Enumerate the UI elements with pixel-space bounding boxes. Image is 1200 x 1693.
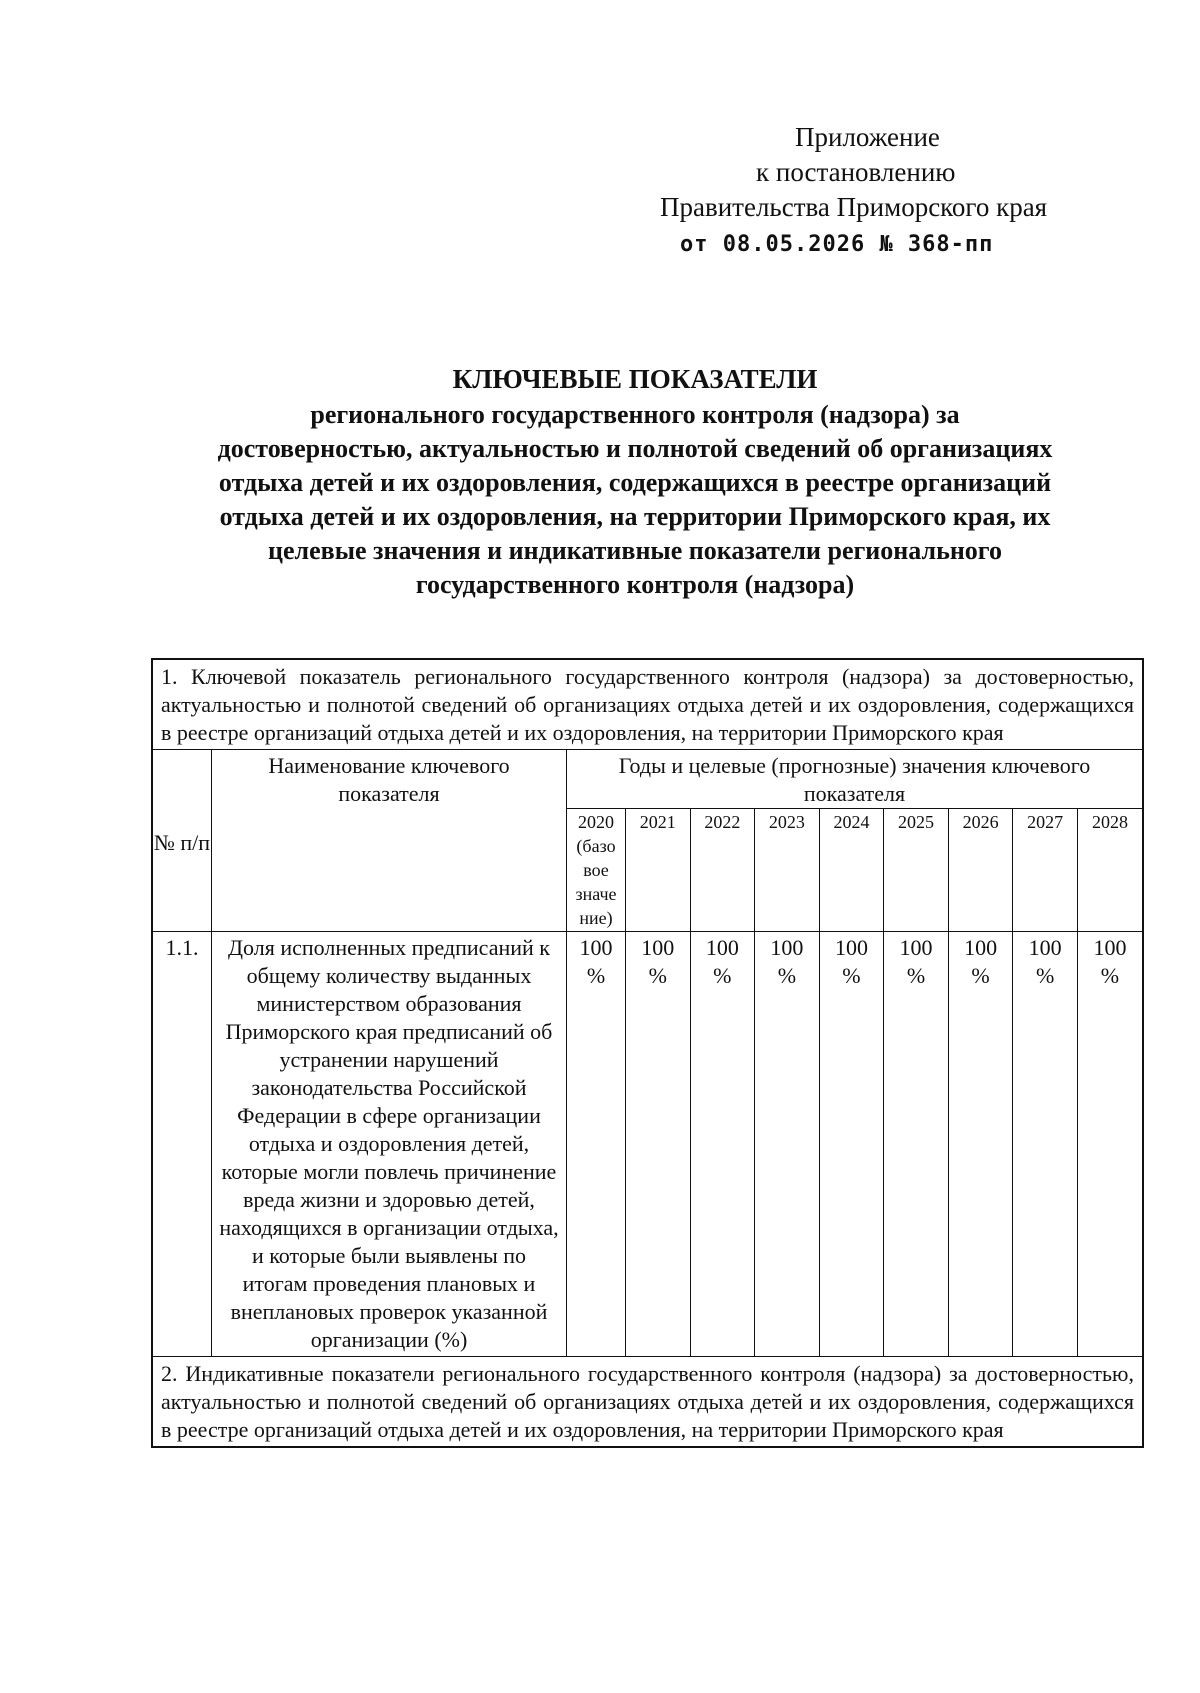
appendix-date-number: от 08.05.2026 № 368-пп xyxy=(680,232,994,257)
value-unit: % xyxy=(1100,963,1120,988)
value-unit: % xyxy=(971,963,990,988)
appendix-label: Приложение xyxy=(795,122,940,152)
value-number: 100 xyxy=(1093,935,1127,960)
year-cell: 2027 xyxy=(1013,809,1078,932)
appendix-block xyxy=(660,120,1130,262)
row-number: 1.1. xyxy=(152,932,212,1357)
section-1-row xyxy=(152,659,1143,750)
value-unit: % xyxy=(648,963,667,988)
column-name-header: Наименование ключевого показателя xyxy=(212,750,567,932)
value-cell xyxy=(755,932,820,1357)
year-cell: 2023 xyxy=(755,809,820,932)
value-cell xyxy=(567,932,626,1357)
indicator-row xyxy=(152,932,1143,1357)
value-number: 100 xyxy=(899,935,933,960)
value-number: 100 xyxy=(964,935,998,960)
column-years-header: Годы и целевые (прогнозные) значения ключевого показателя xyxy=(567,750,1144,809)
value-unit: % xyxy=(906,963,926,988)
value-number: 100 xyxy=(579,935,613,960)
title-line: регионального государственного контроля (надзора) за xyxy=(310,400,960,429)
value-unit: % xyxy=(713,963,732,988)
indicators-table xyxy=(151,658,1144,1448)
title-line: достоверностью, актуальностью и полнотой сведений об организациях xyxy=(217,434,1053,463)
section-2-text: 2. Индикативные показатели регионального государственного контроля (надзора) за достоверностью, актуальностью и полнотой сведений об организациях отдыха детей и их оздоровления, содержащихся в реестре организаций отдыха детей и их оздоровления, на территории Приморского края xyxy=(152,1357,1143,1448)
year-cell: 2021 xyxy=(626,809,691,932)
column-number-header: № п/п xyxy=(152,750,212,932)
value-cell xyxy=(626,932,691,1357)
value-number: 100 xyxy=(1028,935,1062,960)
section-1-text: 1. Ключевой показатель регионального государственного контроля (надзора) за достоверностью, актуальностью и полнотой сведений об организациях отдыха детей и их оздоровления, содержащихся в реестре организаций отдыха детей и их оздоровления, на территории Приморского края xyxy=(152,659,1143,750)
year-cell: 2028 xyxy=(1077,809,1143,932)
value-unit: % xyxy=(842,963,861,988)
value-cell xyxy=(948,932,1013,1357)
section-2-row xyxy=(152,1357,1143,1448)
year-cell: 2025 xyxy=(884,809,949,932)
indicator-name: Доля исполненных предписаний к общему количеству выданных министерством образования Приморского края предписаний об устранении нарушений законодательства Российской Федерации в сфере организации отдыха и оздоровления детей, которые могли повлечь причинение вреда жизни и здоровью детей, находящихся в организации отдыха, и которые были выявлены по итогам проведения плановых и внеплановых проверок указанной организации (%) xyxy=(212,932,567,1357)
title-line: отдыха детей и их оздоровления, на территории Приморского края, их xyxy=(219,502,1051,531)
value-number: 100 xyxy=(705,935,739,960)
value-number: 100 xyxy=(770,935,804,960)
appendix-government: Правительства Приморского края xyxy=(660,192,1048,222)
value-number: 100 xyxy=(834,935,868,960)
appendix-resolution: к постановлению xyxy=(756,157,956,187)
header-row xyxy=(152,750,1143,809)
value-number: 100 xyxy=(641,935,675,960)
value-cell xyxy=(884,932,949,1357)
year-cell: 2024 xyxy=(819,809,884,932)
title-line: отдыха детей и их оздоровления, содержащихся в реестре организаций xyxy=(218,468,1052,497)
title-heading: КЛЮЧЕВЫЕ ПОКАЗАТЕЛИ xyxy=(452,364,818,394)
value-unit: % xyxy=(1035,963,1055,988)
value-cell xyxy=(1013,932,1078,1357)
year-cell: 2020 (базо вое значе ние) xyxy=(567,809,626,932)
value-unit: % xyxy=(586,963,606,988)
value-cell xyxy=(819,932,884,1357)
document-title xyxy=(150,362,1120,602)
value-cell xyxy=(1077,932,1143,1357)
title-line: целевые значения и индикативные показатели регионального xyxy=(268,536,1002,565)
value-cell xyxy=(690,932,755,1357)
value-unit: % xyxy=(777,963,797,988)
year-cell: 2022 xyxy=(690,809,755,932)
year-cell: 2026 xyxy=(948,809,1013,932)
title-line: государственного контроля (надзора) xyxy=(415,570,855,599)
